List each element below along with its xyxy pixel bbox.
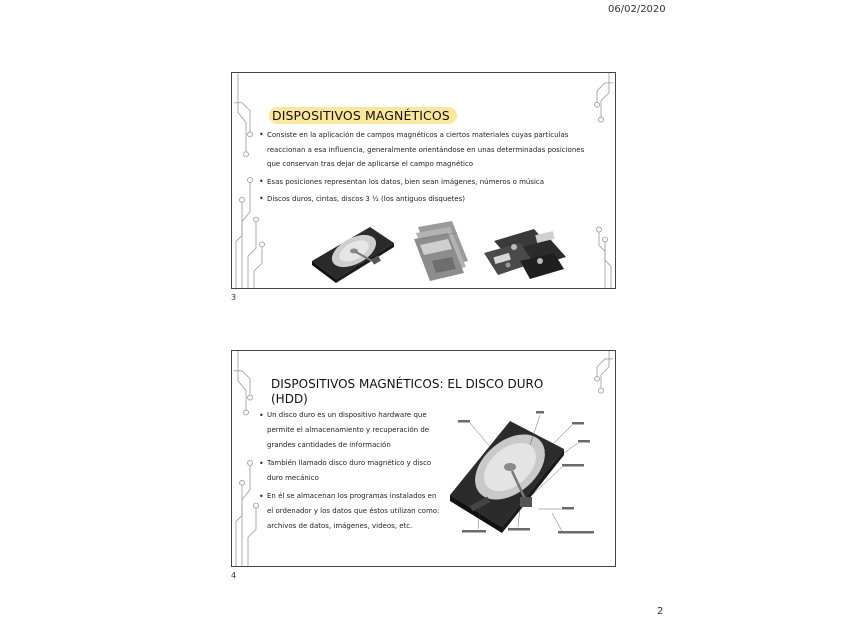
slide-3-number: 3 [231, 293, 237, 302]
cassette-tapes-image [480, 223, 568, 281]
floppy-disks-image [412, 219, 474, 285]
slide-4-title: DISPOSITIVOS MAGNÉTICOS: EL DISCO DURO (HDD) [271, 377, 544, 406]
page-date: 06/02/2020 [608, 4, 666, 15]
slide-4-bullet-3: • En él se almacenan los programas instalados en el ordenador y los datos que éstos utilizan como: archivos de datos, imágenes, videos, etc. [259, 489, 441, 534]
slide-4-bullet-1: • Un disco duro es un dispositivo hardware que permite el almacenamiento y recuperación de grandes cantidades de información [259, 408, 441, 453]
hard-drive-image [310, 221, 396, 283]
slide-3-bullet-list [259, 128, 599, 210]
page-number: 2 [657, 606, 664, 617]
slide-4-bullet-2: • También llamado disco duro magnético y disco duro mecánico [259, 456, 441, 486]
slide-3-bullet-3: • Discos duros, cintas, discos 3 ½ (los antiguos disquetes) [259, 192, 599, 207]
slide-4-bullet-list [259, 408, 441, 537]
slide-3-bullet-1: • Consiste en la aplicación de campos magnéticos a ciertos materiales cuyas partículas reaccionan a esa influencia, generalmente orientándose en unas determinadas posiciones que conservan tras dejar de aplicarse el campo magnético [259, 128, 599, 172]
slide-3-bullet-2: • Esas posiciones representan los datos, bien sean imágenes, números o música [259, 175, 599, 190]
slide-4-number: 4 [231, 571, 237, 580]
hdd-diagram-image [444, 409, 614, 539]
slide-4 [231, 350, 616, 567]
slide-3-title: DISPOSITIVOS MAGNÉTICOS [269, 107, 457, 124]
slide-3 [231, 72, 616, 289]
